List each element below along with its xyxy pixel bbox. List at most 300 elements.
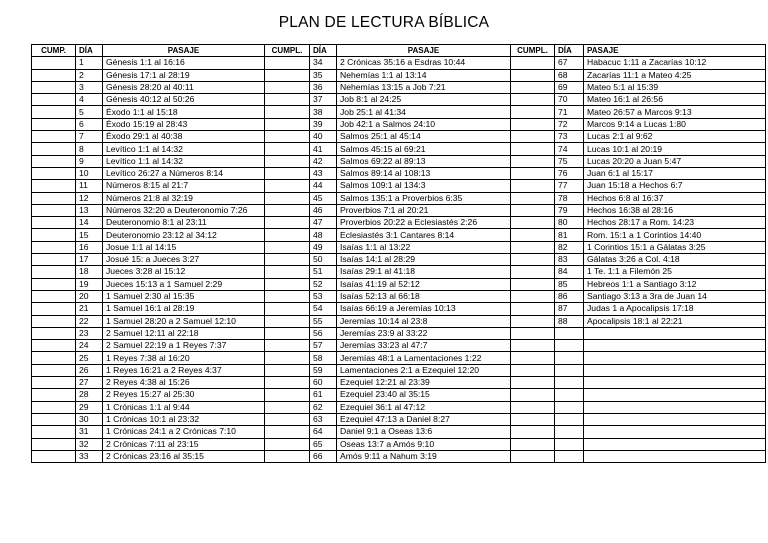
completion-checkbox-cell[interactable] [265,426,310,438]
day-cell: 87 [555,303,584,315]
passage-cell: Mateo 26:57 a Marcos 9:13 [584,106,766,118]
completion-checkbox-cell[interactable] [32,229,76,241]
day-cell: 42 [310,155,337,167]
day-cell: 76 [555,167,584,179]
passage-cell: Oseas 13:7 a Amós 9:10 [337,438,511,450]
day-cell: 36 [310,81,337,93]
completion-checkbox-cell[interactable] [32,340,76,352]
day-cell: 40 [310,131,337,143]
passage-cell: Jeremías 23:9 al 33:22 [337,327,511,339]
passage-cell: Isaías 29:1 al 41:18 [337,266,511,278]
day-cell [555,377,584,389]
completion-checkbox-cell[interactable] [32,106,76,118]
day-cell: 73 [555,131,584,143]
completion-checkbox-cell[interactable] [32,155,76,167]
completion-checkbox-cell[interactable] [32,438,76,450]
completion-checkbox-cell[interactable] [511,290,555,302]
day-cell: 75 [555,155,584,167]
passage-cell: 2 Samuel 22:19 a 1 Reyes 7:37 [103,340,265,352]
table-row [32,131,766,143]
completion-checkbox-cell[interactable] [32,254,76,266]
completion-checkbox-cell[interactable] [511,192,555,204]
day-cell: 46 [310,204,337,216]
day-cell: 50 [310,254,337,266]
day-cell: 28 [76,389,103,401]
passage-cell: Rom. 15:1 a 1 Corintios 14:40 [584,229,766,241]
day-cell: 23 [76,327,103,339]
completion-checkbox-cell[interactable] [32,364,76,376]
completion-checkbox-cell[interactable] [265,377,310,389]
passage-cell: Nehemías 13:15 a Job 7:21 [337,81,511,93]
completion-checkbox-cell[interactable] [511,155,555,167]
completion-checkbox-cell[interactable] [32,180,76,192]
completion-checkbox-cell[interactable] [265,57,310,69]
day-cell: 11 [76,180,103,192]
day-cell: 57 [310,340,337,352]
day-cell: 47 [310,217,337,229]
passage-cell: Génesis 1:1 al 16:16 [103,57,265,69]
table-row [32,69,766,81]
passage-cell: Hebreos 1:1 a Santiago 3:12 [584,278,766,290]
header-dia: DÍA [555,45,584,57]
day-cell: 60 [310,377,337,389]
passage-cell: Ezequiel 12:21 al 23:39 [337,377,511,389]
completion-checkbox-cell[interactable] [511,254,555,266]
table-row [32,364,766,376]
completion-checkbox-cell[interactable] [511,229,555,241]
passage-cell: Hechos 28:17 a Rom. 14:23 [584,217,766,229]
completion-checkbox-cell[interactable] [511,340,555,352]
passage-cell: Mateo 5:1 al 15:39 [584,81,766,93]
completion-checkbox-cell[interactable] [511,352,555,364]
completion-checkbox-cell[interactable] [511,327,555,339]
completion-checkbox-cell[interactable] [32,290,76,302]
day-cell: 64 [310,426,337,438]
passage-cell: Isaías 52:13 al 66:18 [337,290,511,302]
day-cell [555,401,584,413]
header-pasaje: PASAJE [337,45,511,57]
day-cell: 33 [76,450,103,462]
day-cell: 17 [76,254,103,266]
completion-checkbox-cell[interactable] [511,450,555,462]
day-cell: 70 [555,94,584,106]
completion-checkbox-cell[interactable] [265,131,310,143]
completion-checkbox-cell[interactable] [32,278,76,290]
day-cell: 83 [555,254,584,266]
completion-checkbox-cell[interactable] [32,315,76,327]
day-cell: 62 [310,401,337,413]
passage-cell: Hechos 16:38 al 28:16 [584,204,766,216]
header-cumpl: CUMPL. [265,45,310,57]
day-cell: 48 [310,229,337,241]
completion-checkbox-cell[interactable] [511,364,555,376]
day-cell: 72 [555,118,584,130]
day-cell [555,352,584,364]
table-row [32,266,766,278]
passage-cell: 1 Samuel 2:30 al 15:35 [103,290,265,302]
passage-cell [584,389,766,401]
passage-cell: 1 Te. 1:1 a Filemón 25 [584,266,766,278]
day-cell [555,389,584,401]
passage-cell: Habacuc 1:11 a Zacarías 10:12 [584,57,766,69]
day-cell: 88 [555,315,584,327]
passage-cell: 1 Crónicas 1:1 al 9:44 [103,401,265,413]
completion-checkbox-cell[interactable] [511,118,555,130]
passage-cell: Levítico 1:1 al 14:32 [103,143,265,155]
passage-cell: Juan 6:1 al 15:17 [584,167,766,179]
completion-checkbox-cell[interactable] [32,192,76,204]
completion-checkbox-cell[interactable] [32,143,76,155]
table-row [32,278,766,290]
completion-checkbox-cell[interactable] [32,241,76,253]
day-cell: 24 [76,340,103,352]
passage-cell: 1 Reyes 7:38 al 16:20 [103,352,265,364]
completion-checkbox-cell[interactable] [32,167,76,179]
completion-checkbox-cell[interactable] [511,413,555,425]
completion-checkbox-cell[interactable] [265,389,310,401]
passage-cell: Lucas 10:1 al 20:19 [584,143,766,155]
passage-cell: 2 Reyes 15:27 al 25:30 [103,389,265,401]
passage-cell: Ezequiel 36:1 al 47:12 [337,401,511,413]
day-cell: 9 [76,155,103,167]
completion-checkbox-cell[interactable] [265,81,310,93]
passage-cell: Éxodo 15:19 al 28:43 [103,118,265,130]
table-row [32,155,766,167]
passage-cell: Isaías 1:1 al 13:22 [337,241,511,253]
day-cell [555,438,584,450]
day-cell: 1 [76,57,103,69]
table-row [32,315,766,327]
completion-checkbox-cell[interactable] [32,217,76,229]
completion-checkbox-cell[interactable] [32,426,76,438]
passage-cell: Deuteronomio 8:1 al 23:11 [103,217,265,229]
completion-checkbox-cell[interactable] [32,131,76,143]
day-cell: 84 [555,266,584,278]
passage-cell: Éxodo 29:1 al 40:38 [103,131,265,143]
passage-cell: 1 Reyes 16:21 a 2 Reyes 4:37 [103,364,265,376]
passage-cell: Números 21:8 al 32:19 [103,192,265,204]
completion-checkbox-cell[interactable] [511,266,555,278]
completion-checkbox-cell[interactable] [265,180,310,192]
completion-checkbox-cell[interactable] [265,106,310,118]
day-cell: 43 [310,167,337,179]
passage-cell: 1 Samuel 16:1 al 28:19 [103,303,265,315]
day-cell: 20 [76,290,103,302]
day-cell: 30 [76,413,103,425]
day-cell: 13 [76,204,103,216]
passage-cell: Lucas 20:20 a Juan 5:47 [584,155,766,167]
completion-checkbox-cell[interactable] [511,106,555,118]
passage-cell: Jeremías 33:23 al 47:7 [337,340,511,352]
completion-checkbox-cell[interactable] [265,450,310,462]
completion-checkbox-cell[interactable] [511,278,555,290]
day-cell: 85 [555,278,584,290]
completion-checkbox-cell[interactable] [511,69,555,81]
table-row [32,180,766,192]
completion-checkbox-cell[interactable] [32,204,76,216]
completion-checkbox-cell[interactable] [511,94,555,106]
passage-cell [584,413,766,425]
completion-checkbox-cell[interactable] [265,266,310,278]
completion-checkbox-cell[interactable] [32,352,76,364]
completion-checkbox-cell[interactable] [265,192,310,204]
day-cell: 27 [76,377,103,389]
table-row [32,389,766,401]
completion-checkbox-cell[interactable] [32,401,76,413]
completion-checkbox-cell[interactable] [265,254,310,266]
header-pasaje: PASAJE [103,45,265,57]
completion-checkbox-cell[interactable] [32,303,76,315]
passage-cell: Hechos 6:8 al 16:37 [584,192,766,204]
table-row [32,143,766,155]
passage-cell: Números 32:20 a Deuteronomio 7:26 [103,204,265,216]
passage-cell: Eclesiastés 3:1 Cantares 8:14 [337,229,511,241]
passage-cell: 1 Crónicas 24:1 a 2 Crónicas 7:10 [103,426,265,438]
day-cell: 49 [310,241,337,253]
header-cumpl: CUMPL. [511,45,555,57]
day-cell: 35 [310,69,337,81]
completion-checkbox-cell[interactable] [265,94,310,106]
day-cell: 71 [555,106,584,118]
passage-cell: Juan 15:18 a Hechos 6:7 [584,180,766,192]
passage-cell [584,377,766,389]
header-dia: DÍA [76,45,103,57]
passage-cell [584,438,766,450]
table-row [32,401,766,413]
completion-checkbox-cell[interactable] [511,180,555,192]
completion-checkbox-cell[interactable] [265,438,310,450]
completion-checkbox-cell[interactable] [32,450,76,462]
day-cell: 34 [310,57,337,69]
completion-checkbox-cell[interactable] [511,303,555,315]
day-cell: 25 [76,352,103,364]
day-cell: 67 [555,57,584,69]
passage-cell: Levítico 1:1 al 14:32 [103,155,265,167]
passage-cell: Apocalipsis 18:1 al 22:21 [584,315,766,327]
passage-cell: Salmos 45:15 al 69:21 [337,143,511,155]
day-cell: 5 [76,106,103,118]
day-cell: 44 [310,180,337,192]
completion-checkbox-cell[interactable] [32,377,76,389]
day-cell: 69 [555,81,584,93]
completion-checkbox-cell[interactable] [32,118,76,130]
completion-checkbox-cell[interactable] [265,118,310,130]
completion-checkbox-cell[interactable] [511,143,555,155]
completion-checkbox-cell[interactable] [32,57,76,69]
day-cell: 32 [76,438,103,450]
day-cell: 29 [76,401,103,413]
completion-checkbox-cell[interactable] [32,69,76,81]
passage-cell: 2 Samuel 12:11 al 22:18 [103,327,265,339]
completion-checkbox-cell[interactable] [265,401,310,413]
passage-cell [584,364,766,376]
passage-cell: Santiago 3:13 a 3ra de Juan 14 [584,290,766,302]
passage-cell: Judas 1 a Apocalipsis 17:18 [584,303,766,315]
completion-checkbox-cell[interactable] [511,167,555,179]
passage-cell: Salmos 135:1 a Proverbios 6:35 [337,192,511,204]
day-cell: 52 [310,278,337,290]
completion-checkbox-cell[interactable] [32,389,76,401]
completion-checkbox-cell[interactable] [511,315,555,327]
day-cell: 81 [555,229,584,241]
passage-cell: Números 8:15 al 21:7 [103,180,265,192]
passage-cell: Job 25:1 al 41:34 [337,106,511,118]
table-row [32,241,766,253]
day-cell: 80 [555,217,584,229]
completion-checkbox-cell[interactable] [511,57,555,69]
table-row [32,217,766,229]
passage-cell: Jueces 15:13 a 1 Samuel 2:29 [103,278,265,290]
passage-cell [584,401,766,413]
table-row [32,94,766,106]
passage-cell: Jueces 3:28 al 15:12 [103,266,265,278]
completion-checkbox-cell[interactable] [265,352,310,364]
page-title: PLAN DE LECTURA BÍBLICA [278,14,490,31]
day-cell: 45 [310,192,337,204]
day-cell: 68 [555,69,584,81]
passage-cell: Isaías 14:1 al 28:29 [337,254,511,266]
day-cell [555,364,584,376]
day-cell: 53 [310,290,337,302]
completion-checkbox-cell[interactable] [511,377,555,389]
day-cell: 59 [310,364,337,376]
completion-checkbox-cell[interactable] [265,327,310,339]
completion-checkbox-cell[interactable] [511,426,555,438]
completion-checkbox-cell[interactable] [32,94,76,106]
header-cump: CUMP. [32,45,76,57]
day-cell [555,426,584,438]
completion-checkbox-cell[interactable] [265,204,310,216]
completion-checkbox-cell[interactable] [511,131,555,143]
completion-checkbox-cell[interactable] [265,340,310,352]
completion-checkbox-cell[interactable] [511,217,555,229]
passage-cell: Jeremías 48:1 a Lamentaciones 1:22 [337,352,511,364]
completion-checkbox-cell[interactable] [32,266,76,278]
day-cell: 66 [310,450,337,462]
day-cell: 21 [76,303,103,315]
day-cell [555,340,584,352]
passage-cell: Daniel 9:1 a Oseas 13:6 [337,426,511,438]
completion-checkbox-cell[interactable] [265,167,310,179]
table-row [32,413,766,425]
completion-checkbox-cell[interactable] [265,69,310,81]
completion-checkbox-cell[interactable] [265,241,310,253]
day-cell: 61 [310,389,337,401]
day-cell [555,413,584,425]
passage-cell: Proverbios 7:1 al 20:21 [337,204,511,216]
day-cell [555,450,584,462]
completion-checkbox-cell[interactable] [265,217,310,229]
completion-checkbox-cell[interactable] [511,389,555,401]
passage-cell: Ezequiel 23:40 al 35:15 [337,389,511,401]
table-row [32,340,766,352]
day-cell: 78 [555,192,584,204]
completion-checkbox-cell[interactable] [32,81,76,93]
passage-cell: Jeremías 10:14 al 23:8 [337,315,511,327]
completion-checkbox-cell[interactable] [511,241,555,253]
day-cell: 63 [310,413,337,425]
day-cell: 54 [310,303,337,315]
table-row [32,426,766,438]
completion-checkbox-cell[interactable] [265,303,310,315]
completion-checkbox-cell[interactable] [32,327,76,339]
day-cell: 2 [76,69,103,81]
day-cell: 10 [76,167,103,179]
day-cell: 26 [76,364,103,376]
passage-cell: Génesis 28:20 al 40:11 [103,81,265,93]
table-row [32,254,766,266]
day-cell: 38 [310,106,337,118]
day-cell: 82 [555,241,584,253]
completion-checkbox-cell[interactable] [265,290,310,302]
completion-checkbox-cell[interactable] [511,438,555,450]
day-cell: 55 [310,315,337,327]
day-cell: 51 [310,266,337,278]
passage-cell: Lamentaciones 2:1 a Ezequiel 12:20 [337,364,511,376]
passage-cell: 2 Crónicas 7:11 al 23:15 [103,438,265,450]
completion-checkbox-cell[interactable] [32,413,76,425]
table-row [32,352,766,364]
completion-checkbox-cell[interactable] [265,155,310,167]
table-row [32,229,766,241]
day-cell: 14 [76,217,103,229]
passage-cell: Éxodo 1:1 al 15:18 [103,106,265,118]
passage-cell [584,352,766,364]
day-cell: 16 [76,241,103,253]
passage-cell [584,340,766,352]
table-row [32,57,766,69]
completion-checkbox-cell[interactable] [265,278,310,290]
completion-checkbox-cell[interactable] [265,143,310,155]
day-cell: 79 [555,204,584,216]
passage-cell: Zacarías 11:1 a Mateo 4:25 [584,69,766,81]
day-cell: 18 [76,266,103,278]
passage-cell: Levítico 26:27 a Números 8:14 [103,167,265,179]
passage-cell: Amós 9:11 a Nahum 3:19 [337,450,511,462]
day-cell: 31 [76,426,103,438]
day-cell: 74 [555,143,584,155]
passage-cell: 1 Corintios 15:1 a Gálatas 3:25 [584,241,766,253]
passage-cell: Proverbios 20:22 a Eclesiastés 2:26 [337,217,511,229]
table-row [32,106,766,118]
passage-cell: Mateo 16:1 al 26:56 [584,94,766,106]
passage-cell: Gálatas 3:26 a Col. 4:18 [584,254,766,266]
passage-cell: Job 42:1 a Salmos 24:10 [337,118,511,130]
passage-cell: Josue 1:1 al 14:15 [103,241,265,253]
day-cell: 7 [76,131,103,143]
day-cell: 86 [555,290,584,302]
completion-checkbox-cell[interactable] [511,204,555,216]
reading-plan-table [31,44,766,463]
table-row [32,167,766,179]
day-cell: 3 [76,81,103,93]
completion-checkbox-cell[interactable] [265,364,310,376]
passage-cell [584,450,766,462]
day-cell: 8 [76,143,103,155]
completion-checkbox-cell[interactable] [265,413,310,425]
completion-checkbox-cell[interactable] [511,401,555,413]
passage-cell [584,327,766,339]
completion-checkbox-cell[interactable] [511,81,555,93]
table-row [32,204,766,216]
passage-cell: Génesis 40:12 al 50:26 [103,94,265,106]
completion-checkbox-cell[interactable] [265,315,310,327]
completion-checkbox-cell[interactable] [265,229,310,241]
table-header-row [32,45,766,57]
day-cell: 65 [310,438,337,450]
passage-cell: Josué 15: a Jueces 3:27 [103,254,265,266]
passage-cell: Salmos 69:22 al 89:13 [337,155,511,167]
